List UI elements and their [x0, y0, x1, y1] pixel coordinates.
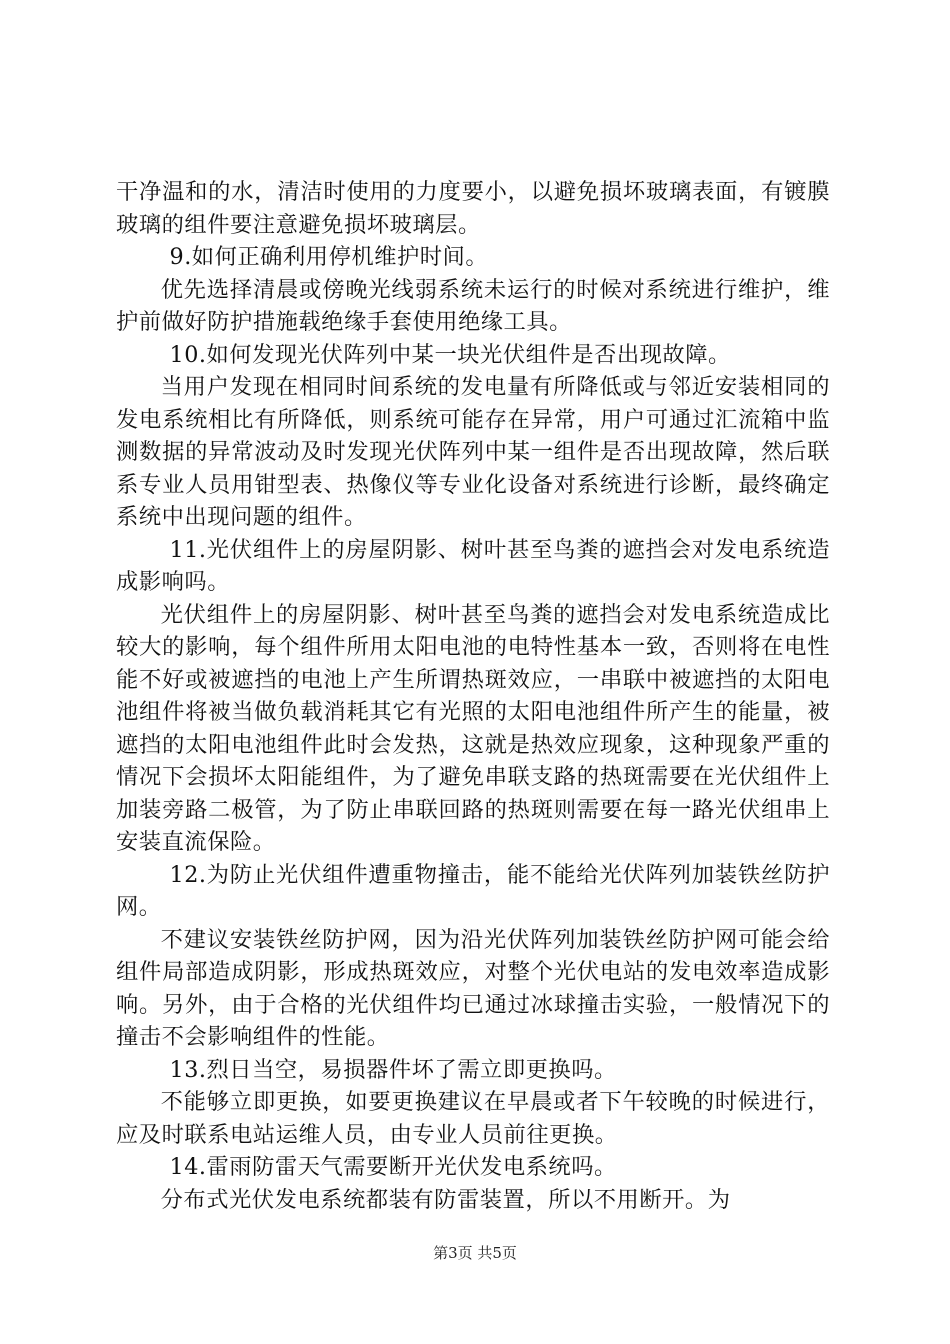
- answer-13: 不能够立即更换，如要更换建议在早晨或者下午较晚的时候进行，应及时联系电站运维人员，由专业人员前往更换。: [116, 1089, 830, 1148]
- question-12: 12.为防止光伏组件遭重物撞击，能不能给光伏阵列加装铁丝防护网。: [116, 861, 830, 920]
- paragraph-continuation: 干净温和的水，清洁时使用的力度要小，以避免损坏玻璃表面，有镀膜玻璃的组件要注意避免损坏玻璃层。: [116, 179, 830, 238]
- body-text: [116, 176, 830, 1216]
- answer-12: 不建议安装铁丝防护网，因为沿光伏阵列加装铁丝防护网可能会给组件局部造成阴影，形成热斑效应，对整个光伏电站的发电效率造成影响。另外，由于合格的光伏组件均已通过冰球撞击实验，一般情况下的撞击不会影响组件的性能。: [116, 926, 830, 1050]
- answer-9: 优先选择清晨或傍晚光线弱系统未运行的时候对系统进行维护，维护前做好防护措施载绝缘手套使用绝缘工具。: [116, 276, 830, 335]
- question-10: 10.如何发现光伏阵列中某一块光伏组件是否出现故障。: [169, 341, 731, 368]
- answer-14: 分布式光伏发电系统都装有防雷装置，所以不用断开。为: [160, 1186, 731, 1213]
- answer-11: 光伏组件上的房屋阴影、树叶甚至鸟粪的遮挡会对发电系统造成比较大的影响，每个组件所用太阳电池的电特性基本一致，否则将在电性能不好或被遮挡的电池上产生所谓热斑效应，一串联中被遮挡的太阳电池组件将被当做负载消耗其它有光照的太阳电池组件所产生的能量，被遮挡的太阳电池组件此时会发热，这就是热效应现象，这种现象严重的情况下会损坏太阳能组件，为了避免串联支路的热斑需要在光伏组件上加装旁路二极管，为了防止串联回路的热斑则需要在每一路光伏组串上安装直流保险。: [116, 601, 830, 855]
- answer-10: 当用户发现在相同时间系统的发电量有所降低或与邻近安装相同的发电系统相比有所降低，则系统可能存在异常，用户可通过汇流箱中监测数据的异常波动及时发现光伏阵列中某一组件是否出现故障，然后联系专业人员用钳型表、热像仪等专业化设备对系统进行诊断，最终确定系统中出现问题的组件。: [116, 374, 830, 530]
- question-9: 9.如何正确利用停机维护时间。: [169, 244, 489, 270]
- page-number-footer: 第3页 共5页: [433, 1244, 517, 1262]
- question-14: 14.雷雨防雷天气需要断开光伏发电系统吗。: [169, 1154, 617, 1180]
- question-13: 13.烈日当空，易损器件坏了需立即更换吗。: [169, 1056, 617, 1083]
- question-11: 11.光伏组件上的房屋阴影、树叶甚至鸟粪的遮挡会对发电系统造成影响吗。: [116, 536, 830, 595]
